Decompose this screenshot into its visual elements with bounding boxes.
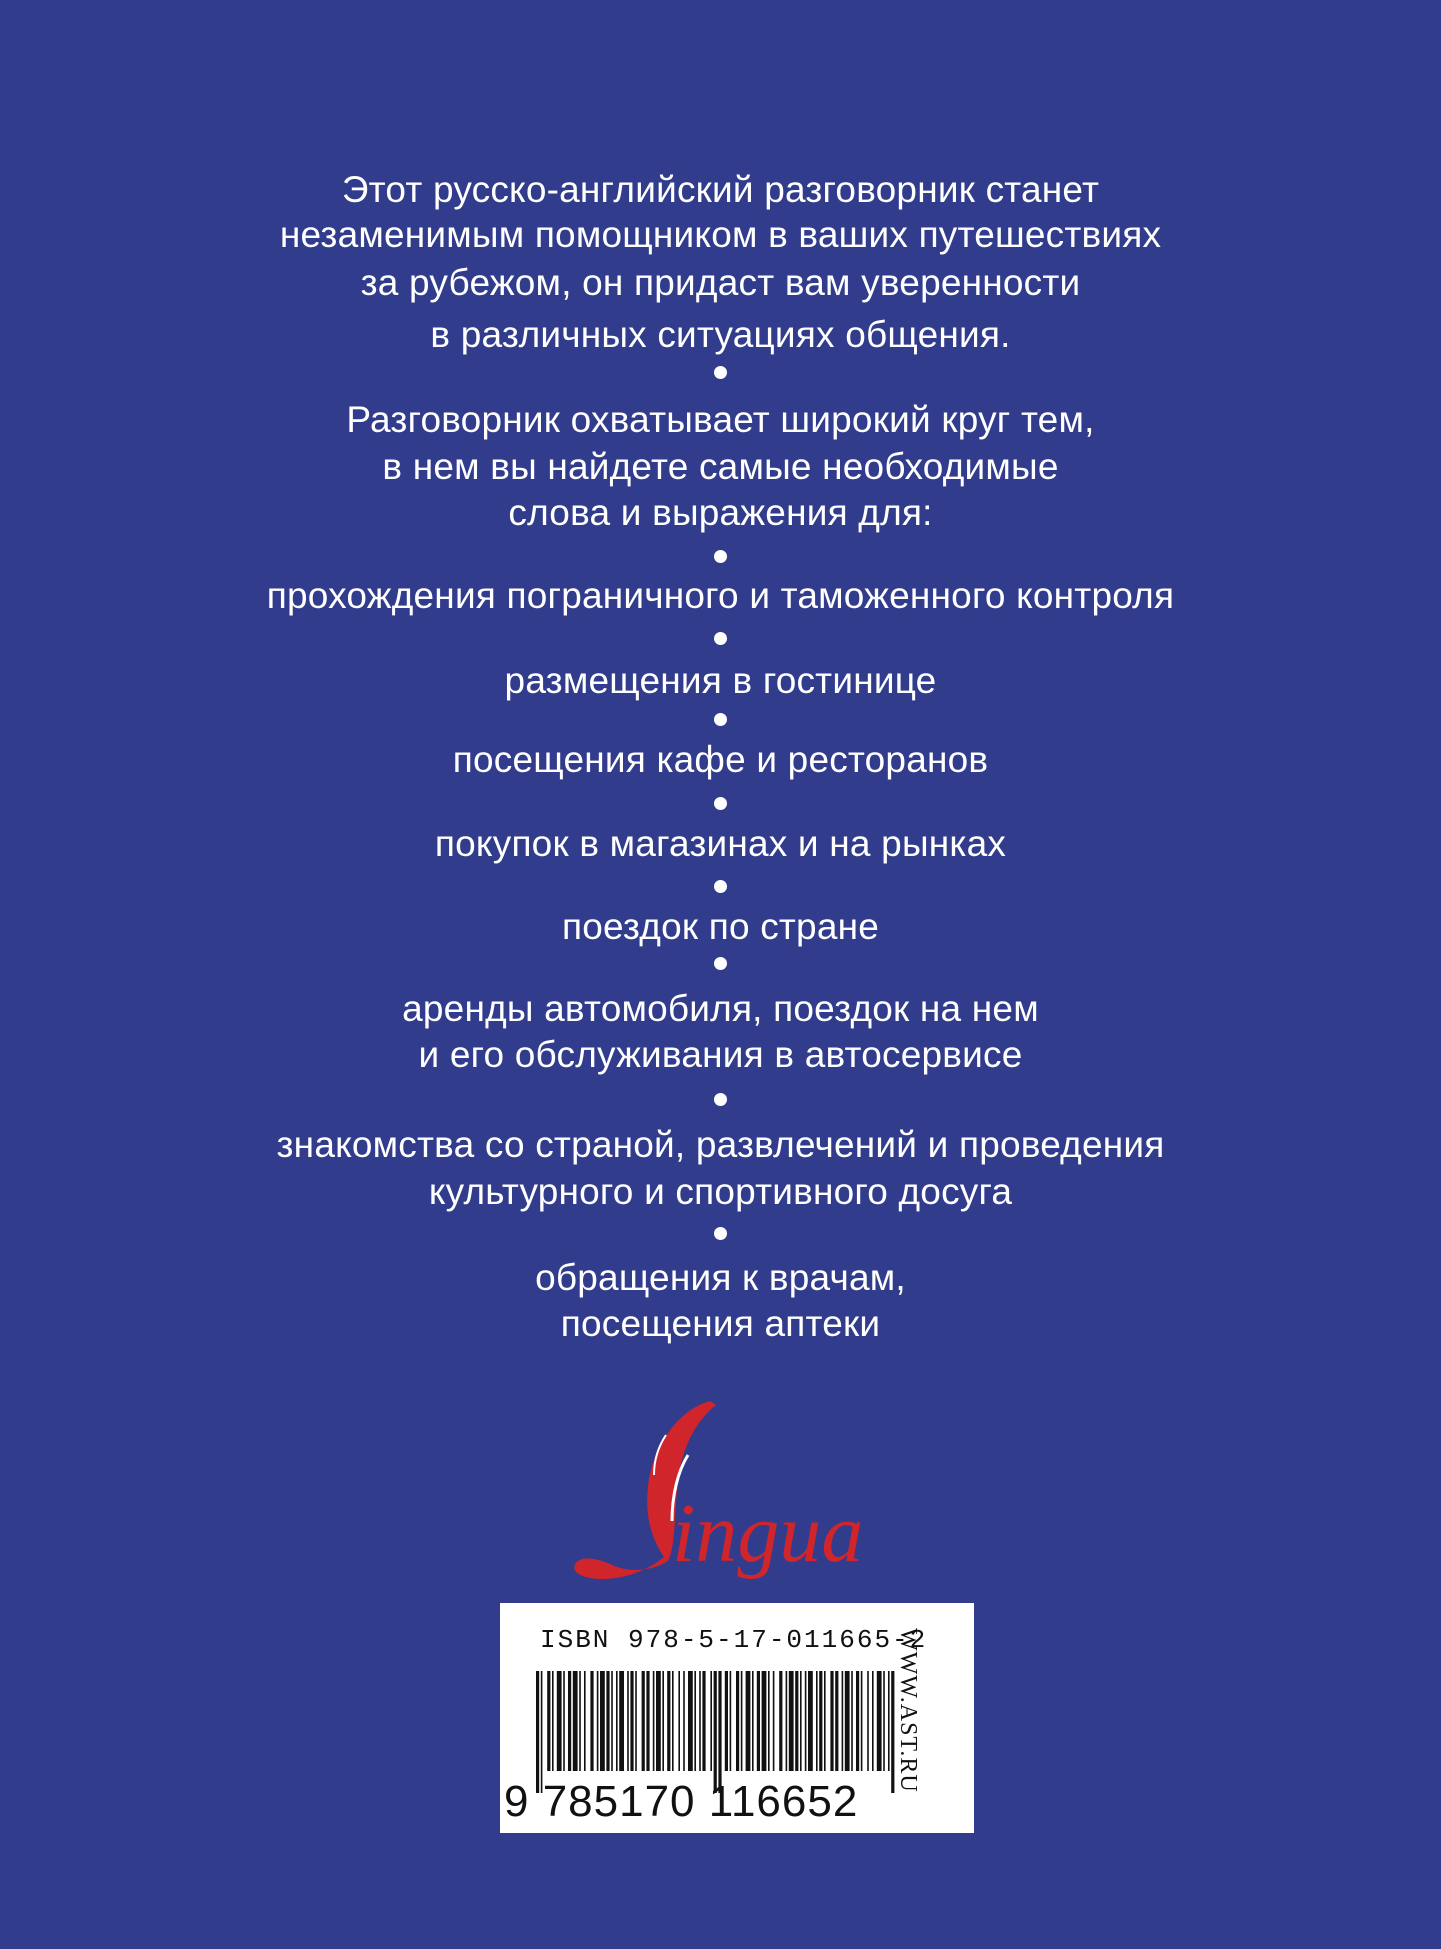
bullet-separator [0,549,1441,569]
coverage-line: слова и выражения для: [508,492,933,533]
lingua-logo [560,1395,910,1595]
isbn-number: ISBN 978-5-17-011665-2 [540,1625,928,1655]
bullet-separator [0,712,1441,732]
lingua-logo-text: ingua [672,1487,864,1580]
bullet-separator [0,1092,1441,1112]
barcode-label [500,1603,974,1833]
bullet-separator [0,1226,1441,1246]
topic-line: и его обслуживания в автосервисе [418,1034,1023,1075]
topic-line: обращения к врачам, [535,1257,906,1298]
topic-line: посещения аптеки [560,1303,881,1344]
intro-line: Этот русско-английский разговорник станет [341,169,1100,210]
bullet-separator [0,631,1441,651]
topic-line: размещения в гостинице [504,660,937,701]
bullet-separator [0,365,1441,385]
topic-line: знакомства со страной, развлечений и проведения [276,1124,1165,1165]
intro-line: в различных ситуациях общения. [430,314,1011,355]
topic-line: культурного и спортивного досуга [428,1171,1013,1212]
bullet-separator [0,796,1441,816]
topic-line: прохождения пограничного и таможенного контроля [266,575,1175,616]
bullet-separator [0,879,1441,899]
topic-line: поездок по стране [561,906,880,947]
publisher-website: WWW.AST.RU [895,1628,921,1793]
barcode [506,1671,906,1793]
intro-line: незаменимым помощником в ваших путешествиях [279,214,1162,255]
bullet-separator [0,956,1441,976]
coverage-line: в нем вы найдете самые необходимые [382,446,1059,487]
topic-line: посещения кафе и ресторанов [452,739,989,780]
topic-line: аренды автомобиля, поездок на нем [402,988,1039,1029]
topic-line: покупок в магазинах и на рынках [434,823,1007,864]
ean-digits: 9 785170 116652 [504,1777,859,1826]
intro-line: за рубежом, он придаст вам уверенности [360,262,1081,303]
coverage-line: Разговорник охватывает широкий круг тем, [346,399,1095,440]
